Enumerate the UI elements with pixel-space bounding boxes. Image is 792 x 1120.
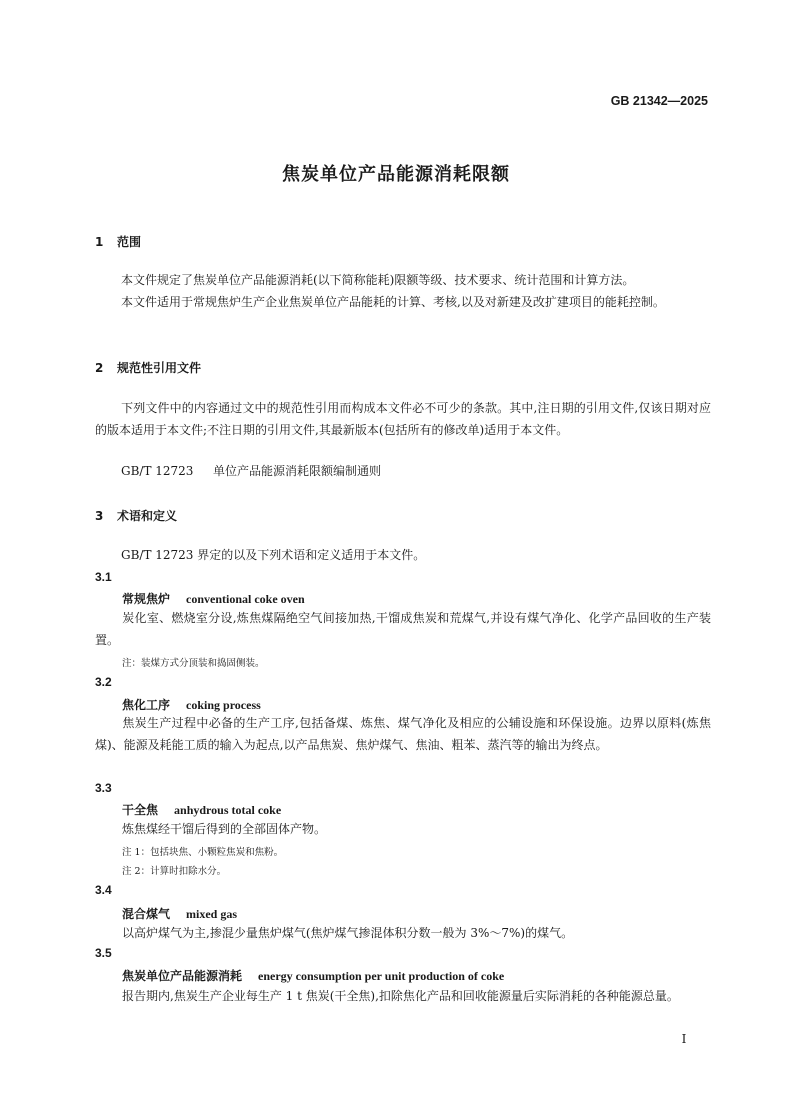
term-heading [122,801,281,818]
term-zh: 干全焦 [122,803,159,817]
section-3-heading [95,507,177,524]
document-title: 焦炭单位产品能源消耗限额 [282,164,510,185]
term-definition: 焦炭生产过程中必备的生产工序,包括备煤、炼焦、煤气净化及相应的公辅设施和环保设施。边界以原料(炼焦煤)、能源及耗能工质的输入为起点,以产品焦炭、焦炉煤气、焦油、粗苯、蒸汽等的输出为终点。 [95,716,711,752]
term-en: mixed gas [186,907,238,921]
term-en: conventional coke oven [186,592,305,606]
term-zh: 混合煤气 [122,907,171,921]
term-zh: 焦炭单位产品能源消耗 [122,969,243,983]
section-3-intro: GB/T 12723 界定的以及下列术语和定义适用于本文件。 [121,548,426,562]
term-note: 注 1：包括块焦、小颗粒焦炭和焦粉。 [122,847,284,858]
term-en: anhydrous total coke [174,803,282,817]
term-heading [122,905,237,922]
section-number: 2 [95,361,104,375]
normative-reference [121,462,381,479]
section-number: 3 [95,509,104,523]
section-2-paragraph-1: 下列文件中的内容通过文中的规范性引用而构成本文件必不可少的条款。其中,注日期的引用文件,仅该日期对应的版本适用于本文件;不注日期的引用文件,其最新版本(包括所有的修改单)适用于本文件。 [95,401,711,437]
term-zh: 焦化工序 [122,698,171,712]
section-title: 范围 [117,235,142,249]
reference-code: GB/T 12723 [121,464,194,478]
section-number: 1 [95,235,104,249]
term-definition: 炭化室、燃烧室分设,炼焦煤隔绝空气间接加热,干馏成焦炭和荒煤气,并设有煤气净化、化学产品回收的生产装置。 [95,611,711,647]
clause-number: 3.4 [95,883,112,897]
reference-title: 单位产品能源消耗限额编制通则 [213,464,382,478]
term-definition: 以高炉煤气为主,掺混少量焦炉煤气(焦炉煤气掺混体积分数一般为 3%～7%)的煤气。 [122,926,574,940]
clause-number: 3.2 [95,675,112,689]
term-definition: 报告期内,焦炭生产企业每生产 1 t 焦炭(干全焦),扣除焦化产品和回收能源量后实际消耗的各种能源总量。 [122,989,679,1003]
section-1-paragraph-2: 本文件适用于常规焦炉生产企业焦炭单位产品能耗的计算、考核,以及对新建及改扩建项目的能耗控制。 [121,295,665,309]
term-heading [122,590,305,607]
term-definition: 炼焦煤经干馏后得到的全部固体产物。 [122,822,327,836]
term-en: energy consumption per unit production of coke [258,969,505,983]
clause-number: 3.1 [95,570,112,584]
section-1-paragraph-1: 本文件规定了焦炭单位产品能源消耗(以下简称能耗)限额等级、技术要求、统计范围和计算方法。 [121,273,635,287]
term-note: 注：装煤方式分顶装和捣固侧装。 [122,658,265,669]
clause-number: 3.5 [95,946,112,960]
section-2-heading [95,359,201,376]
page-number: I [681,1032,687,1046]
term-note: 注 2：计算时扣除水分。 [122,866,227,877]
term-heading [122,967,504,984]
term-en: coking process [186,698,261,712]
section-1-heading [95,233,141,250]
section-title: 规范性引用文件 [117,361,202,375]
section-title: 术语和定义 [117,509,178,523]
standard-number: GB 21342—2025 [610,94,708,108]
term-heading [122,696,261,713]
clause-number: 3.3 [95,781,112,795]
term-zh: 常规焦炉 [122,592,171,606]
